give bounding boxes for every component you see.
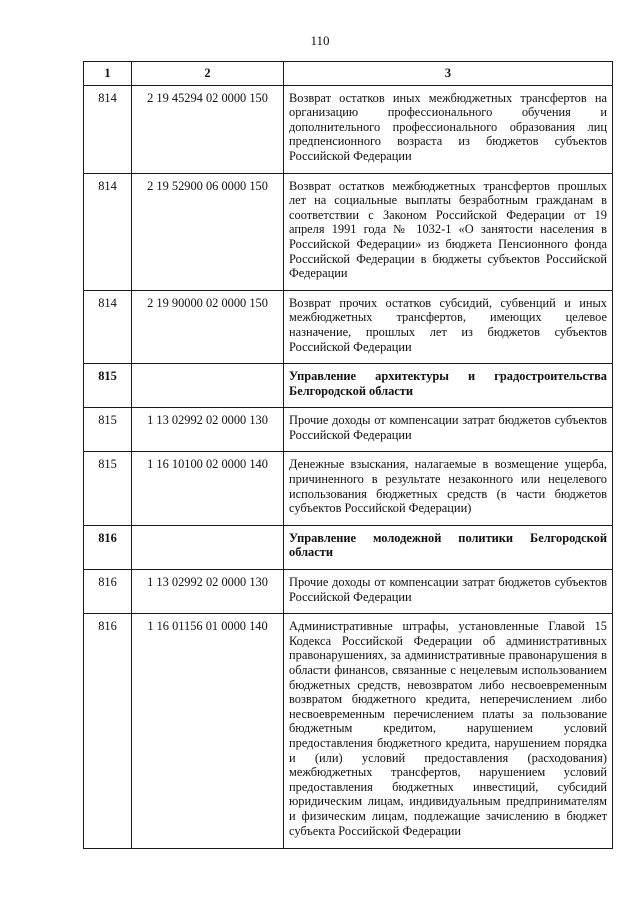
budget-class-code-cell xyxy=(132,525,284,569)
income-name-cell: Прочие доходы от компенсации затрат бюджетов субъектов Российской Федерации xyxy=(284,570,613,614)
budget-class-code-cell: 1 13 02992 02 0000 130 xyxy=(132,570,284,614)
table-row xyxy=(84,173,613,290)
admin-code-cell: 814 xyxy=(84,85,132,173)
budget-class-code-cell: 2 19 90000 02 0000 150 xyxy=(132,290,284,363)
admin-code-cell: 815 xyxy=(84,408,132,452)
income-name-cell: Денежные взыскания, налагаемые в возмещение ущерба, причиненного в результате незаконного или нецелевого использования бюджетных средств (в части бюджетов субъектов Российской Федерации) xyxy=(284,452,613,525)
admin-code-cell: 815 xyxy=(84,452,132,525)
budget-class-code-cell: 1 16 01156 01 0000 140 xyxy=(132,614,284,849)
admin-code-cell: 814 xyxy=(84,173,132,290)
page-number: 110 xyxy=(310,33,330,48)
income-name-cell: Возврат прочих остатков субсидий, субвенций и иных межбюджетных трансфертов, имеющих целевое назначение, прошлых лет из бюджетов субъектов Российской Федерации xyxy=(284,290,613,363)
admin-code-cell: 816 xyxy=(84,614,132,849)
income-name-cell: Возврат остатков иных межбюджетных трансфертов на организацию профессионального обучения и дополнительного профессионального образования лиц предпенсионного возраста из бюджетов субъектов Российской Федерации xyxy=(284,85,613,173)
table-row xyxy=(84,452,613,525)
column-header: 2 xyxy=(132,62,284,86)
budget-class-code-cell: 1 16 10100 02 0000 140 xyxy=(132,452,284,525)
table-row xyxy=(84,570,613,614)
budget-class-code-cell: 2 19 45294 02 0000 150 xyxy=(132,85,284,173)
section-row xyxy=(84,525,613,569)
income-name-cell: Возврат остатков межбюджетных трансфертов прошлых лет на социальные выплаты безработным гражданам в соответствии с Законом Российской Федерации от 19 апреля 1991 года № 1032-1 «О занятости населения в Российской Федерации» из бюджета Пенсионного фонда Российской Федерации в бюджеты субъектов Российской Федерации xyxy=(284,173,613,290)
admin-code-cell: 815 xyxy=(84,364,132,408)
column-header: 3 xyxy=(284,62,613,86)
administrator-name-cell: Управление архитектуры и градостроительства Белгородской области xyxy=(284,364,613,408)
admin-code-cell: 814 xyxy=(84,290,132,363)
table-row xyxy=(84,290,613,363)
table-row xyxy=(84,614,613,849)
table-row xyxy=(84,85,613,173)
budget-class-code-cell xyxy=(132,364,284,408)
admin-code-cell: 816 xyxy=(84,525,132,569)
column-header: 1 xyxy=(84,62,132,86)
table-row xyxy=(84,408,613,452)
income-name-cell: Прочие доходы от компенсации затрат бюджетов субъектов Российской Федерации xyxy=(284,408,613,452)
section-row xyxy=(84,364,613,408)
admin-code-cell: 816 xyxy=(84,570,132,614)
income-name-cell: Административные штрафы, установленные Главой 15 Кодекса Российской Федерации об административных правонарушениях, за административные правонарушения в области финансов, связанные с нецелевым использованием бюджетных средств, невозвратом либо несвоевременным возвратом бюджетного кредита, неперечислением либо несвоевременным перечислением платы за пользование бюджетным кредитом, нарушением условий предоставления бюджетного кредита, нарушением порядка и (или) условий предоставления (расходования) межбюджетных трансфертов, нарушением условий предоставления бюджетных инвестиций, субсидий юридическим лицам, индивидуальным предпринимателям и физическим лицам, подлежащие зачислению в бюджет субъекта Российской Федерации xyxy=(284,614,613,849)
budget-class-code-cell: 2 19 52900 06 0000 150 xyxy=(132,173,284,290)
table-header-row xyxy=(84,62,613,86)
budget-codes-table xyxy=(83,61,613,849)
budget-class-code-cell: 1 13 02992 02 0000 130 xyxy=(132,408,284,452)
administrator-name-cell: Управление молодежной политики Белгородской области xyxy=(284,525,613,569)
